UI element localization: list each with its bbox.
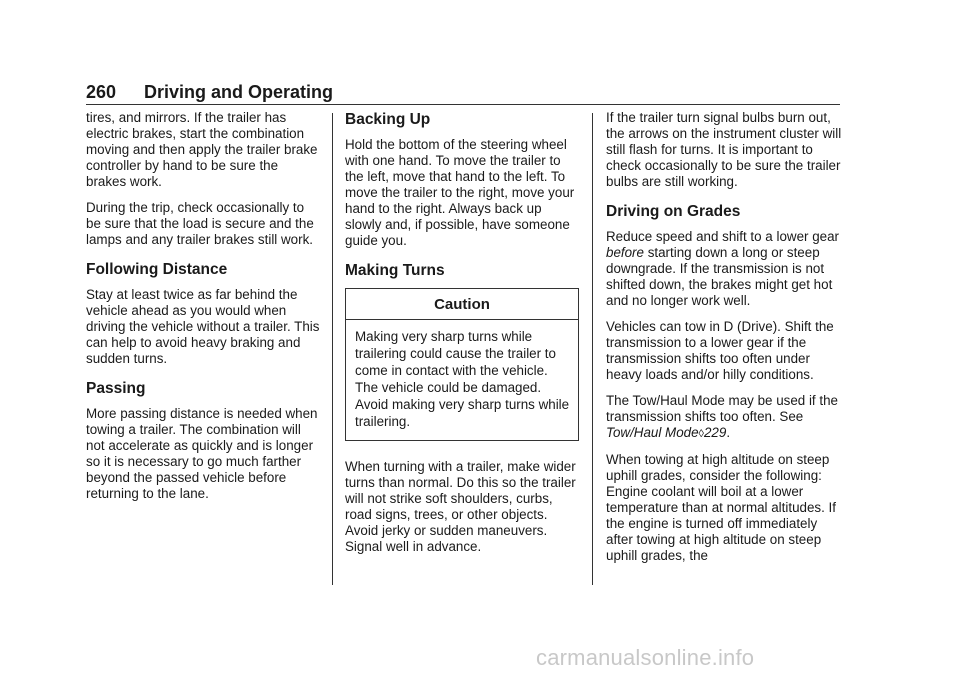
- text-run: .: [726, 425, 731, 440]
- watermark: carmanualsonline.info: [536, 645, 755, 670]
- column-divider-1: [332, 113, 333, 585]
- paragraph: Stay at least twice as far behind the vehicle ahead as you would when driving the vehicle without a trailer. This can help to avoid heavy braking and sudden turns.: [86, 287, 320, 366]
- paragraph: When turning with a trailer, make wider turns than normal. Do this so the trailer will not strike soft shoulders, curbs, road signs, trees, or other objects. Avoid jerky or sudden maneuvers. Signal well in advance.: [345, 459, 576, 554]
- heading-making-turns: Making Turns: [345, 262, 445, 279]
- paragraph: When towing at high altitude on steep uphill grades, consider the following: Engine coolant will boil at a lower temperature than at normal altitudes. If the engine is turned off immediately after towing at high altitude on steep uphill grades, the: [606, 452, 836, 563]
- heading-backing-up: Backing Up: [345, 111, 431, 128]
- cross-reference-link[interactable]: Tow/Haul Mode: [606, 425, 699, 440]
- column-middle: [345, 110, 579, 565]
- emphasis-before: before: [606, 245, 644, 260]
- page-header: [86, 82, 840, 106]
- caution-text: Making very sharp turns while trailering could cause the trailer to come in contact with the vehicle. The vehicle could be damaged. Avoid making very sharp turns while trailering.: [355, 329, 570, 429]
- page-reference-arrow-icon: ◊: [698, 428, 704, 440]
- heading-passing: Passing: [86, 380, 146, 397]
- heading-driving-on-grades: Driving on Grades: [606, 203, 741, 220]
- paragraph: [606, 393, 842, 442]
- column-right: [606, 110, 842, 574]
- heading-following-distance: Following Distance: [86, 261, 228, 278]
- paragraph: [606, 229, 842, 309]
- page-title: Driving and Operating: [144, 82, 334, 102]
- header-rule: [86, 104, 840, 105]
- caution-title: Caution: [346, 289, 578, 320]
- text-run: starting down a long or steep downgrade. If the transmission is not shifted down, the brakes might get hot and no longer work well.: [606, 245, 833, 308]
- paragraph: Hold the bottom of the steering wheel with one hand. To move the trailer to the left, move that hand to the left. To move the trailer to the right, move your hand to the right. Always back up slowly and, if possible, have someone guide you.: [345, 137, 575, 248]
- paragraph: During the trip, check occasionally to be sure that the load is secure and the lamps and any trailer brakes still work.: [86, 200, 314, 247]
- page-number: 260: [86, 82, 117, 102]
- paragraph: Vehicles can tow in D (Drive). Shift the transmission to a lower gear if the transmission shifts too often under heavy loads and/or hilly conditions.: [606, 319, 834, 382]
- page-reference-number[interactable]: 229: [703, 425, 727, 440]
- paragraph: More passing distance is needed when towing a trailer. The combination will not accelerate as quickly and is longer so it is necessary to go much farther beyond the passed vehicle before returning to the lane.: [86, 406, 318, 501]
- paragraph: If the trailer turn signal bulbs burn out, the arrows on the instrument cluster will still flash for turns. It is important to check occasionally to be sure the trailer bulbs are still working.: [606, 110, 842, 189]
- caution-box: [345, 288, 579, 441]
- paragraph: tires, and mirrors. If the trailer has electric brakes, start the combination moving and then apply the trailer brake controller by hand to be sure the brakes work.: [86, 110, 318, 189]
- text-run: The Tow/Haul Mode may be used if the transmission shifts too often. See: [606, 393, 838, 424]
- column-divider-2: [592, 113, 593, 585]
- column-left: [86, 110, 320, 512]
- text-run: Reduce speed and shift to a lower gear: [606, 229, 839, 244]
